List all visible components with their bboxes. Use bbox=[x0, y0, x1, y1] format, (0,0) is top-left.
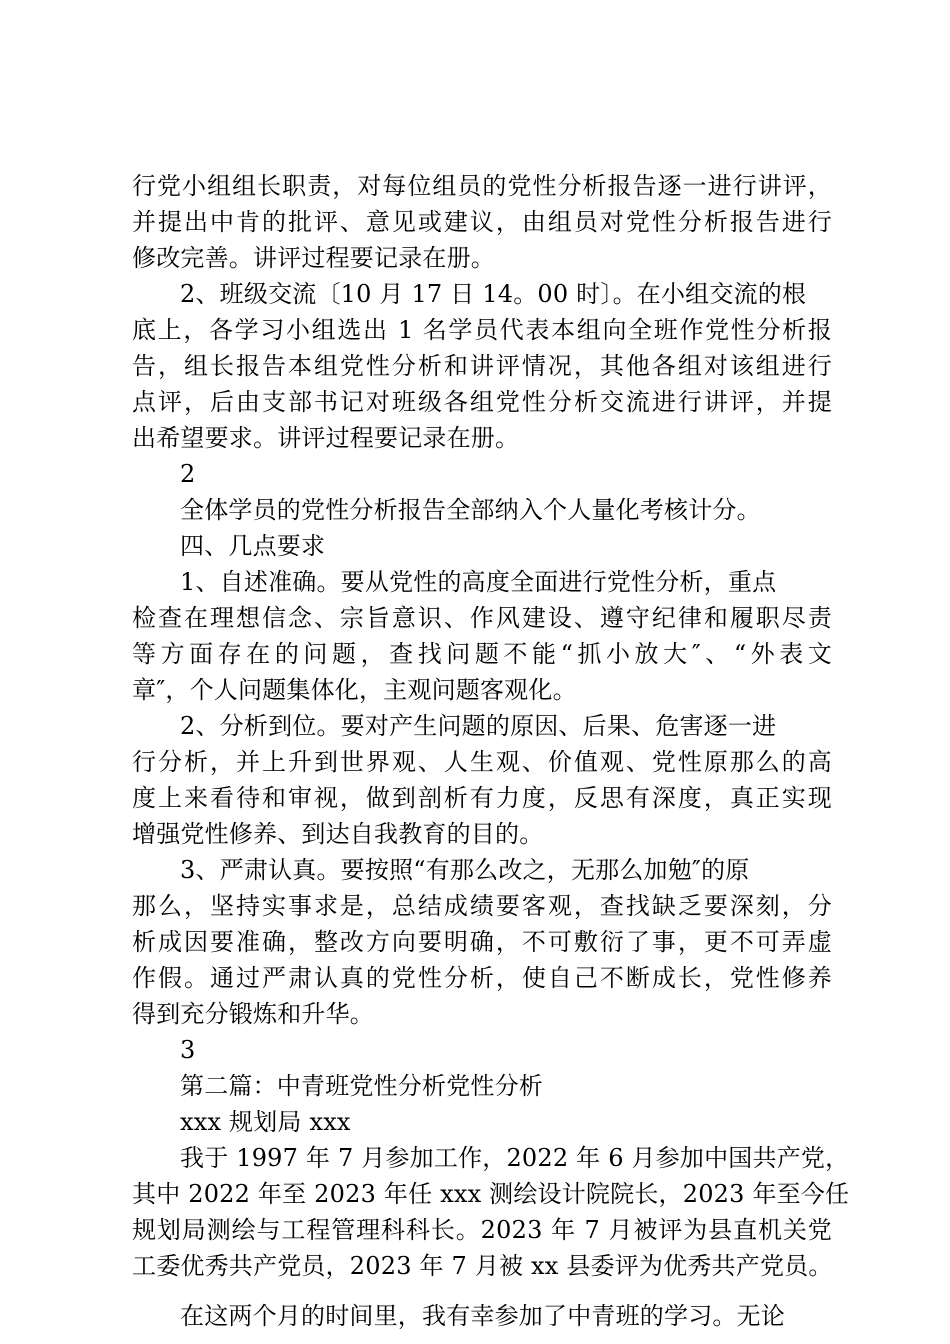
text-line: 全体学员的党性分析报告全部纳入个人量化考核计分。 bbox=[180, 496, 761, 524]
text-line: 增强党性修养、到达自我教育的目的。 bbox=[132, 820, 544, 848]
page-number: 3 bbox=[180, 1036, 196, 1064]
text-line: 检查在理想信念、宗旨意识、作风建设、遵守纪律和履职尽责 bbox=[132, 604, 832, 632]
text-line: 并提出中肯的批评、意见或建议，由组员对党性分析报告进行 bbox=[132, 208, 832, 236]
page-number: 2 bbox=[180, 460, 196, 488]
text-line: 那么，坚持实事求是，总结成绩要客观，查找缺乏要深刻，分 bbox=[132, 892, 832, 920]
author-line: xxx 规划局 xxx bbox=[180, 1108, 351, 1136]
text-line: 得到充分锻炼和升华。 bbox=[132, 1000, 374, 1028]
text-line: 告，组长报告本组党性分析和讲评情况，其他各组对该组进行 bbox=[132, 352, 832, 380]
text-line: 章″，个人问题集体化，主观问题客观化。 bbox=[132, 676, 577, 704]
text-line: 行党小组组长职责，对每位组员的党性分析报告逐一进行讲评， bbox=[132, 172, 832, 200]
text-line: 作假。通过严肃认真的党性分析，使自己不断成长，党性修养 bbox=[132, 964, 832, 992]
chapter-title: 第二篇：中青班党性分析党性分析 bbox=[180, 1072, 543, 1100]
text-line: 2、分析到位。要对产生问题的原因、后果、危害逐一进 bbox=[180, 712, 777, 740]
text-line: 1、自述准确。要从党性的高度全面进行党性分析，重点 bbox=[180, 568, 777, 596]
text-line: 行分析，并上升到世界观、人生观、价值观、党性原那么的高 bbox=[132, 748, 832, 776]
text-line: 其中 2022 年至 2023 年任 xxx 测绘设计院院长，2023 年至今任 bbox=[132, 1180, 850, 1208]
text-line: 底上，各学习小组选出 1 名学员代表本组向全班作党性分析报 bbox=[132, 316, 832, 344]
text-line: 3、严肃认真。要按照“有那么改之，无那么加勉″的原 bbox=[180, 856, 750, 884]
text-line: 出希望要求。讲评过程要记录在册。 bbox=[132, 424, 520, 452]
text-line: 析成因要准确，整改方向要明确，不可敷衍了事，更不可弄虚 bbox=[132, 928, 832, 956]
section-heading: 四、几点要求 bbox=[180, 532, 326, 560]
text-line: 工委优秀共产党员，2023 年 7 月被 xx 县委评为优秀共产党员。 bbox=[132, 1252, 833, 1280]
text-line: 度上来看待和审视，做到剖析有力度，反思有深度，真正实现 bbox=[132, 784, 832, 812]
text-line: 规划局测绘与工程管理科科长。2023 年 7 月被评为县直机关党 bbox=[132, 1216, 832, 1244]
text-line: 修改完善。讲评过程要记录在册。 bbox=[132, 244, 495, 272]
text-line: 等方面存在的问题，查找问题不能“抓小放大″、“外表文 bbox=[132, 640, 832, 668]
text-line: 我于 1997 年 7 月参加工作，2022 年 6 月参加中国共产党， bbox=[180, 1144, 850, 1172]
text-line: 点评，后由支部书记对班级各组党性分析交流进行讲评，并提 bbox=[132, 388, 832, 416]
text-line: 在这两个月的时间里，我有幸参加了中青班的学习。无论 bbox=[180, 1302, 785, 1330]
text-line: 2、班级交流〔10 月 17 日 14。00 时〕。在小组交流的根 bbox=[180, 280, 807, 308]
